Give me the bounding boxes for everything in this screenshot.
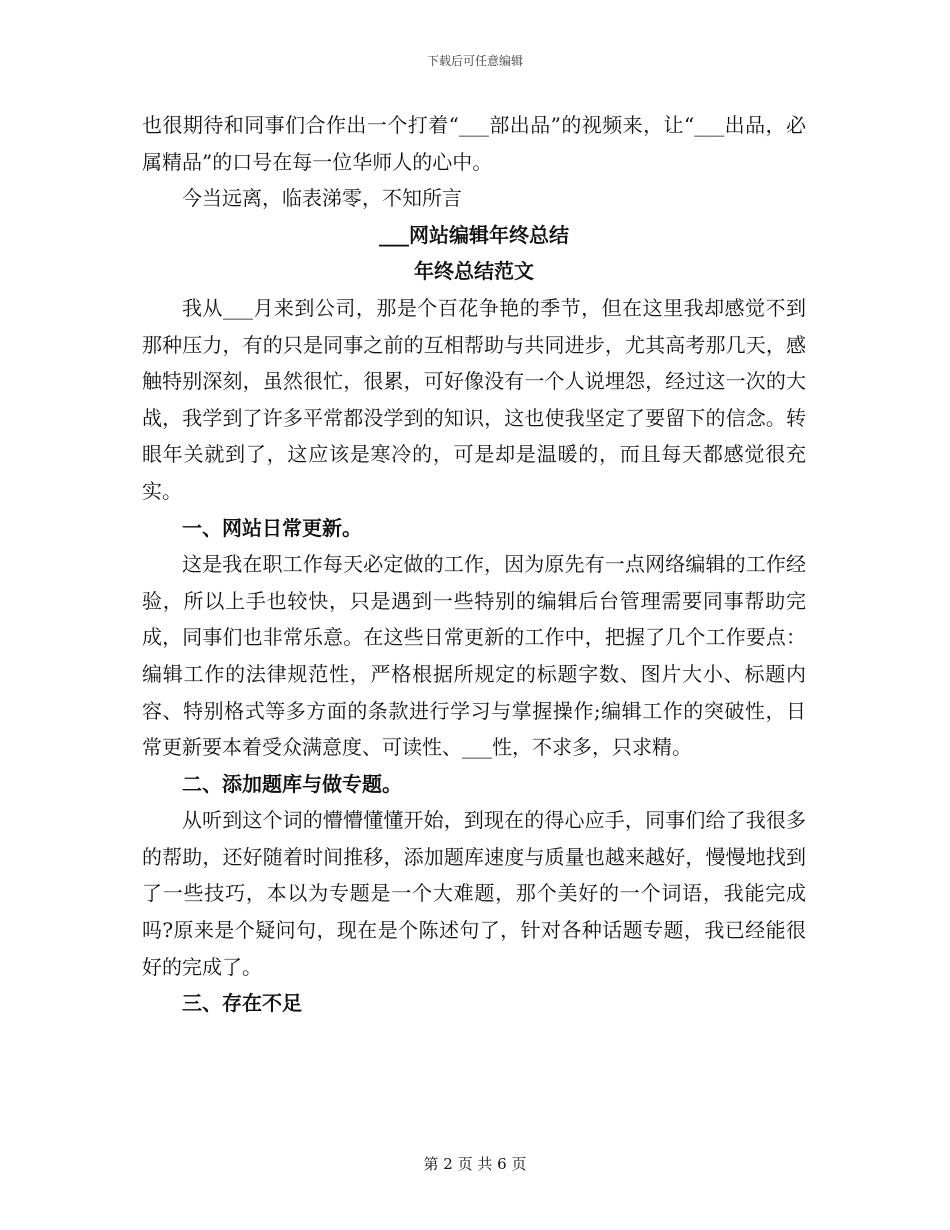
document-body bbox=[142, 107, 806, 1022]
paragraph-farewell: 今当远离，临表涕零，不知所言 bbox=[182, 186, 462, 211]
page-number: 第 2 页 共 6 页 bbox=[423, 1155, 527, 1173]
paragraph-section-1: 这是我在职工作每天必定做的工作，因为原先有一点网络编辑的工作经验，所以上手也较快，只是遇到一些特别的编辑后台管理需要同事帮助完成，同事们也非常乐意。在这些日常更新的工作中，把握了几个工作要点：编辑工作的法律规范性，严格根据所规定的标题字数、图片大小、标题内容、特别格式等多方面的条款进行学习与掌握操作;编辑工作的突破性，日常更新要本着受众满意度、可读性、___性，不求多，只求精。 bbox=[142, 552, 806, 760]
document-title: ___网站编辑年终总结 bbox=[379, 222, 569, 247]
header-note: 下载后可任意编辑 bbox=[426, 54, 523, 68]
page-footer bbox=[0, 1154, 950, 1174]
paragraph-intro: 我从___月来到公司，那是个百花争艳的季节，但在这里我却感觉不到那种压力，有的只是同事之前的互相帮助与共同进步，尤其高考那几天，感触特别深刻，虽然很忙，很累，可好像没有一个人说埋怨，经过这一次的大战，我学到了许多平常都没学到的知识，这也使我坚定了要留下的信念。转眼年关就到了，这应该是寒冷的，可是却是温暖的，而且每天都感觉很充实。 bbox=[142, 295, 806, 503]
paragraph-section-2: 从听到这个词的懵懵懂懂开始，到现在的得心应手，同事们给了我很多的帮助，还好随着时间推移，添加题库速度与质量也越来越好，慢慢地找到了一些技巧，本以为专题是一个大难题，那个美好的一个词语，我能完成吗?原来是个疑问句，现在是个陈述句了，针对各种话题专题，我已经能很好的完成了。 bbox=[142, 808, 806, 979]
page-header bbox=[0, 53, 950, 69]
section-heading-3: 三、存在不足 bbox=[182, 991, 302, 1016]
section-heading-2: 二、添加题库与做专题。 bbox=[182, 771, 402, 796]
paragraph-continued: 也很期待和同事们合作出一个打着“___部出品”的视频来，让“___出品，必属精品”的口号在每一位华师人的心中。 bbox=[142, 113, 806, 174]
section-heading-1: 一、网站日常更新。 bbox=[182, 515, 362, 540]
document-subtitle: 年终总结范文 bbox=[414, 259, 534, 284]
